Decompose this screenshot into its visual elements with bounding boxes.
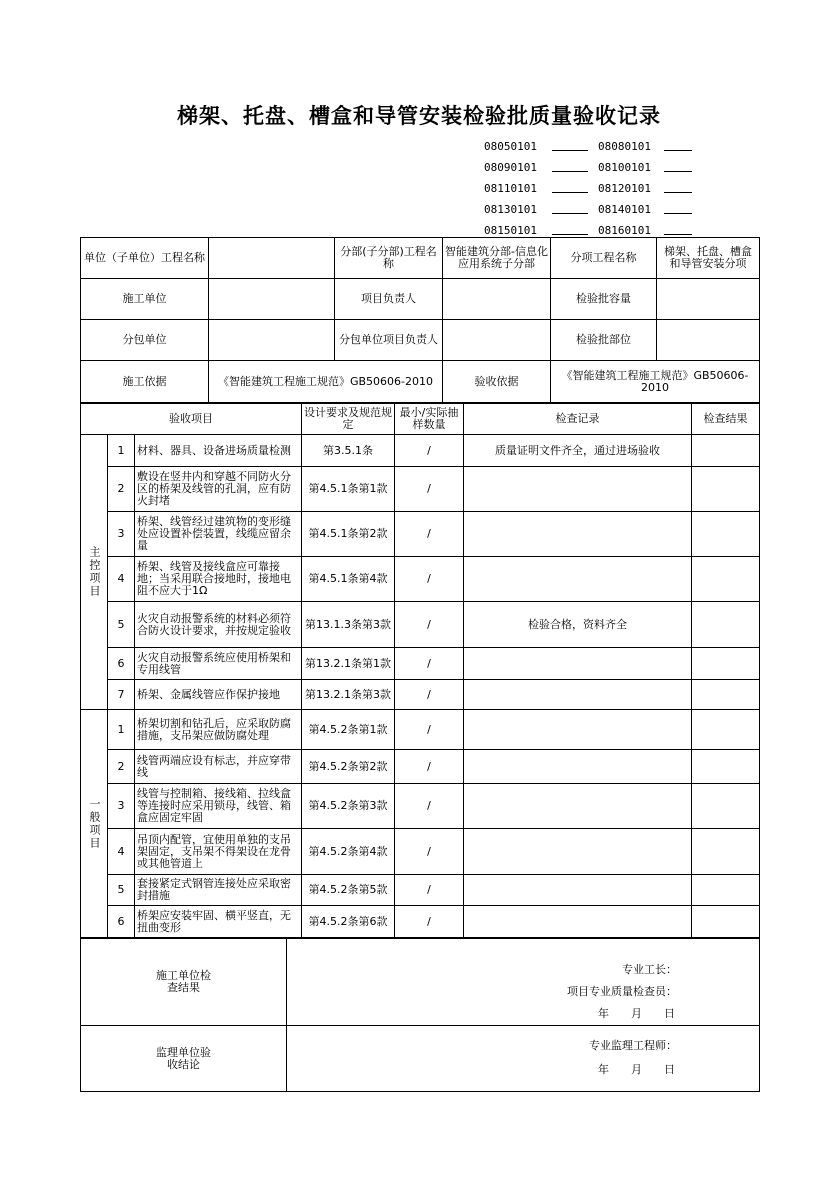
col-item: 验收项目 (81, 404, 302, 435)
item-text: 敷设在竖井内和穿越不同防火分区的桥架及线管的孔洞，应有防火封堵 (135, 467, 302, 512)
item-result[interactable] (692, 750, 760, 784)
item-text: 火灾自动报警系统的材料必须符合防火设计要求，并按规定验收 (135, 602, 302, 648)
row-number: 1 (108, 710, 135, 750)
item-ref: 第4.5.2条第1款 (302, 710, 395, 750)
table-row (81, 602, 760, 648)
item-record[interactable]: 检验合格，资料齐全 (464, 602, 692, 648)
item-sample[interactable]: / (395, 680, 464, 710)
location-value[interactable] (657, 320, 760, 361)
item-label: 分项工程名称 (551, 238, 657, 279)
code: 08120101 (598, 182, 651, 195)
code: 08050101 (484, 140, 537, 153)
table-row (81, 750, 760, 784)
capacity-label: 检验批容量 (551, 279, 657, 320)
code: 08110101 (484, 182, 537, 195)
item-text: 桥架、金属线管应作保护接地 (135, 680, 302, 710)
item-ref: 第13.1.3条第3款 (302, 602, 395, 648)
subdiv-label: 分部(子分部)工程名称 (335, 238, 443, 279)
table-row (81, 710, 760, 750)
item-sample[interactable]: / (395, 648, 464, 680)
item-result[interactable] (692, 648, 760, 680)
table-row (81, 875, 760, 906)
code-row (484, 199, 692, 220)
table-row (81, 680, 760, 710)
col-sample: 最小/实际抽样数量 (395, 404, 464, 435)
code: 08150101 (484, 224, 537, 237)
item-ref: 第4.5.1条第1款 (302, 467, 395, 512)
row-number: 5 (108, 875, 135, 906)
item-ref: 第4.5.1条第4款 (302, 557, 395, 602)
item-sample[interactable]: / (395, 435, 464, 467)
item-result[interactable] (692, 435, 760, 467)
row-number: 6 (108, 906, 135, 939)
contractor-value[interactable] (209, 279, 335, 320)
code: 08100101 (598, 161, 651, 174)
item-record[interactable] (464, 906, 692, 939)
general-group-label: 一般项目 (81, 710, 108, 939)
item-record[interactable] (464, 710, 692, 750)
sub-value[interactable] (209, 320, 335, 361)
table-row (81, 435, 760, 467)
row-number: 1 (108, 435, 135, 467)
code: 08130101 (484, 203, 537, 216)
item-ref: 第4.5.2条第2款 (302, 750, 395, 784)
item-result[interactable] (692, 557, 760, 602)
item-result[interactable] (692, 680, 760, 710)
main-group-label: 主控项目 (81, 435, 108, 710)
code-blank[interactable] (552, 136, 588, 151)
item-sample[interactable]: / (395, 557, 464, 602)
item-result[interactable] (692, 602, 760, 648)
item-result[interactable] (692, 467, 760, 512)
item-ref: 第3.5.1条 (302, 435, 395, 467)
code: 08080101 (598, 140, 651, 153)
basis-label: 施工依据 (81, 361, 209, 403)
item-sample[interactable]: / (395, 750, 464, 784)
row-number: 3 (108, 784, 135, 829)
code: 08160101 (598, 224, 651, 237)
code: 08090101 (484, 161, 537, 174)
table-row (81, 829, 760, 875)
basis-value[interactable]: 《智能建筑工程施工规范》GB50606-2010 (209, 361, 443, 403)
item-text: 桥架应安装牢固、横平竖直，无扭曲变形 (135, 906, 302, 939)
code-blank[interactable] (664, 199, 692, 214)
item-result[interactable] (692, 906, 760, 939)
item-record[interactable] (464, 829, 692, 875)
inspection-codes (484, 136, 692, 241)
code-blank[interactable] (664, 178, 692, 193)
sub-label: 分包单位 (81, 320, 209, 361)
contractor-result-area[interactable] (287, 938, 760, 1026)
row-number: 4 (108, 829, 135, 875)
pm-value[interactable] (443, 279, 551, 320)
inspector-label: 项目专业质量检查员： (567, 985, 677, 998)
code-blank[interactable] (664, 157, 692, 172)
item-record[interactable] (464, 512, 692, 557)
item-result[interactable] (692, 829, 760, 875)
accept-basis-value[interactable]: 《智能建筑工程施工规范》GB50606-2010 (551, 361, 760, 403)
code-blank[interactable] (664, 220, 692, 235)
table-row (81, 467, 760, 512)
item-sample[interactable]: / (395, 512, 464, 557)
item-text: 线管两端应设有标志，并应穿带线 (135, 750, 302, 784)
item-text: 线管与控制箱、接线箱、拉线盒等连接时应采用锁母，线管、箱盒应固定牢固 (135, 784, 302, 829)
item-record[interactable] (464, 648, 692, 680)
row-number: 3 (108, 512, 135, 557)
unit-value[interactable] (209, 238, 335, 279)
code-blank[interactable] (664, 136, 692, 151)
item-ref: 第4.5.2条第4款 (302, 829, 395, 875)
date-1: 年 月 日 (598, 1007, 675, 1020)
row-number: 2 (108, 467, 135, 512)
item-ref: 第13.2.1条第3款 (302, 680, 395, 710)
row-number: 6 (108, 648, 135, 680)
table-row (81, 512, 760, 557)
item-sample[interactable]: / (395, 875, 464, 906)
item-ref: 第4.5.2条第5款 (302, 875, 395, 906)
code-blank[interactable] (552, 157, 588, 172)
header-table (80, 237, 760, 403)
code-blank[interactable] (552, 199, 588, 214)
item-ref: 第13.2.1条第1款 (302, 648, 395, 680)
capacity-value[interactable] (657, 279, 760, 320)
subdiv-value[interactable]: 智能建筑分部-信息化应用系统子分部 (443, 238, 551, 279)
code-row (484, 136, 692, 157)
signature-table (80, 937, 760, 1092)
location-label: 检验批部位 (551, 320, 657, 361)
item-record[interactable] (464, 467, 692, 512)
item-text: 桥架切割和钻孔后，应采取防腐措施，支吊架应做防腐处理 (135, 710, 302, 750)
engineer-label: 专业监理工程师： (589, 1039, 677, 1052)
contractor-label: 施工单位 (81, 279, 209, 320)
code: 08140101 (598, 203, 651, 216)
col-result: 检查结果 (692, 404, 760, 435)
item-record[interactable] (464, 750, 692, 784)
item-result[interactable] (692, 784, 760, 829)
row-number: 4 (108, 557, 135, 602)
item-sample[interactable]: / (395, 710, 464, 750)
item-text: 桥架、线管及接线盒应可靠接地；当采用联合接地时，接地电阻不应大于1Ω (135, 557, 302, 602)
item-text: 吊顶内配管，宜使用单独的支吊架固定，支吊架不得架设在龙骨或其他管道上 (135, 829, 302, 875)
item-text: 套接紧定式钢管连接处应采取密封措施 (135, 875, 302, 906)
item-ref: 第4.5.1条第2款 (302, 512, 395, 557)
col-record: 检查记录 (464, 404, 692, 435)
col-design: 设计要求及规范规定 (302, 404, 395, 435)
item-sample[interactable]: / (395, 906, 464, 939)
item-result[interactable] (692, 512, 760, 557)
items-table (80, 403, 760, 939)
row-number: 7 (108, 680, 135, 710)
foreman-label: 专业工长： (622, 963, 677, 976)
pm-label: 项目负责人 (335, 279, 443, 320)
row-number: 5 (108, 602, 135, 648)
item-result[interactable] (692, 710, 760, 750)
item-record[interactable]: 质量证明文件齐全，通过进场验收 (464, 435, 692, 467)
code-blank[interactable] (552, 220, 588, 235)
item-text: 火灾自动报警系统应使用桥架和专用线管 (135, 648, 302, 680)
accept-basis-label: 验收依据 (443, 361, 551, 403)
item-value[interactable]: 梯架、托盘、槽盒和导管安装分项 (657, 238, 760, 279)
item-result[interactable] (692, 875, 760, 906)
item-ref: 第4.5.2条第3款 (302, 784, 395, 829)
code-row (484, 178, 692, 199)
item-text: 桥架、线管经过建筑物的变形缝处应设置补偿装置，线缆应留余量 (135, 512, 302, 557)
sub-pm-value[interactable] (443, 320, 551, 361)
supervisor-area[interactable] (287, 1026, 760, 1092)
item-sample[interactable]: / (395, 829, 464, 875)
item-record[interactable] (464, 680, 692, 710)
page-title: 梯架、托盘、槽盒和导管安装检验批质量验收记录 (177, 103, 661, 128)
table-row (81, 906, 760, 939)
date-2: 年 月 日 (598, 1063, 675, 1076)
item-record[interactable] (464, 875, 692, 906)
table-row (81, 784, 760, 829)
item-sample[interactable]: / (395, 467, 464, 512)
item-record[interactable] (464, 557, 692, 602)
contractor-result-label: 施工单位检查结果 (81, 938, 287, 1026)
item-record[interactable] (464, 784, 692, 829)
row-number: 2 (108, 750, 135, 784)
table-row (81, 648, 760, 680)
unit-label: 单位（子单位）工程名称 (81, 238, 209, 279)
item-text: 材料、器具、设备进场质量检测 (135, 435, 302, 467)
supervisor-label: 监理单位验收结论 (81, 1026, 287, 1092)
item-sample[interactable]: / (395, 784, 464, 829)
table-row (81, 557, 760, 602)
item-sample[interactable]: / (395, 602, 464, 648)
item-ref: 第4.5.2条第6款 (302, 906, 395, 939)
sub-pm-label: 分包单位项目负责人 (335, 320, 443, 361)
code-row (484, 157, 692, 178)
code-blank[interactable] (552, 178, 588, 193)
